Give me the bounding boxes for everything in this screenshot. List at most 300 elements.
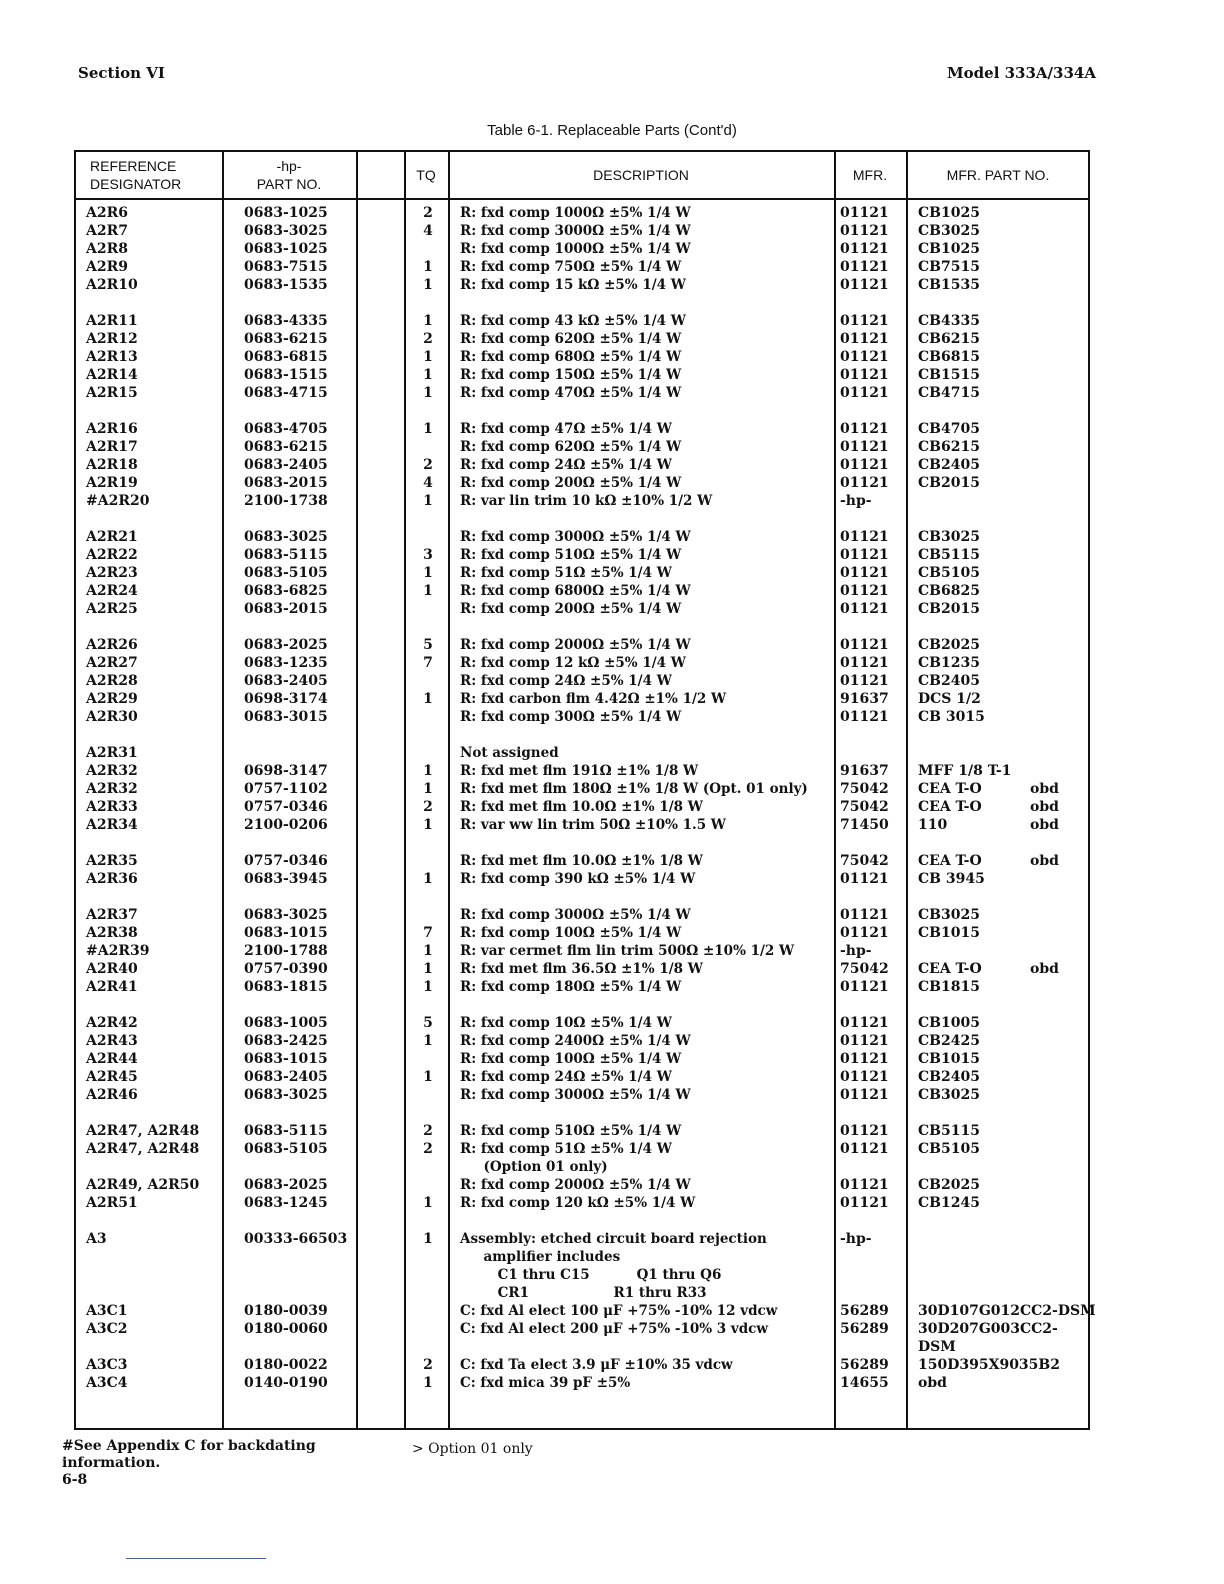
- cell-tq: 2: [423, 799, 433, 815]
- mfr-part-number: 30D207G003CC2-: [918, 1321, 1058, 1337]
- mfr-part-number: CB2015: [918, 601, 980, 617]
- cell-mfr: [834, 1248, 906, 1266]
- cell-mfr: 01121: [840, 583, 889, 599]
- cell-description: R: fxd met flm 36.5Ω ±1% 1/8 W: [460, 961, 703, 977]
- mfr-part-number: [918, 942, 1030, 960]
- cell-reference-designator: A2R7: [86, 223, 128, 239]
- model-label: Model 333A/334A: [947, 64, 1096, 82]
- cell-hp-part-no: 0683-5105: [244, 565, 328, 581]
- cell-reference-designator: [76, 1284, 224, 1302]
- cell-blank-column: [358, 852, 406, 870]
- cell-mfr-part-no: [906, 978, 1086, 996]
- cell-mfr-part-no: [906, 870, 1086, 888]
- cell-mfr: 01121: [840, 1177, 889, 1193]
- cell-mfr-part-no: [906, 582, 1086, 600]
- cell-hp-part-no: 2100-0206: [244, 817, 328, 833]
- cell-blank-column: [358, 744, 406, 762]
- cell-mfr-part-no: [906, 1194, 1086, 1212]
- cell-tq: 1: [423, 313, 433, 329]
- table-row: [76, 1284, 1088, 1302]
- cell-blank-column: [358, 798, 406, 816]
- cell-reference-designator: A2R40: [86, 961, 138, 977]
- cell-mfr: -hp-: [840, 1231, 872, 1247]
- cell-blank-column: [358, 474, 406, 492]
- mfr-part-number: CB4715: [918, 385, 980, 401]
- mfr-part-number: [918, 1266, 1030, 1284]
- cell-description: R: fxd comp 3000Ω ±5% 1/4 W: [460, 223, 691, 239]
- cell-tq: [406, 1284, 450, 1302]
- cell-mfr: 01121: [840, 277, 889, 293]
- page-number: 6-8: [62, 1472, 88, 1488]
- cell-mfr-part-no: [906, 654, 1086, 672]
- mfr-part-note: obd: [1030, 853, 1059, 869]
- cell-mfr: 01121: [840, 421, 889, 437]
- cell-reference-designator: A2R47, A2R48: [86, 1141, 200, 1157]
- mfr-part-number: obd: [918, 1375, 947, 1391]
- mfr-part-number: DCS 1/2: [918, 691, 981, 707]
- cell-mfr-part-no: [906, 528, 1086, 546]
- table-row: [76, 960, 1088, 978]
- table-row: [76, 816, 1088, 834]
- cell-blank-column: [358, 780, 406, 798]
- cell-hp-part-no: [224, 744, 358, 762]
- cell-blank-column: [358, 1176, 406, 1194]
- cell-hp-part-no: 0180-0022: [244, 1357, 328, 1373]
- cell-mfr: 71450: [840, 817, 889, 833]
- table-row: [76, 1086, 1088, 1104]
- mfr-part-note: obd: [1030, 799, 1059, 815]
- decorative-rule: [126, 1558, 266, 1559]
- cell-description: R: fxd comp 43 kΩ ±5% 1/4 W: [460, 313, 686, 329]
- cell-reference-designator: A2R13: [86, 349, 138, 365]
- table-row: [76, 564, 1088, 582]
- cell-tq: 3: [423, 547, 433, 563]
- mfr-part-number: CB1015: [918, 925, 980, 941]
- cell-description: Assembly: etched circuit board rejection: [460, 1231, 767, 1247]
- cell-blank-column: [358, 366, 406, 384]
- mfr-part-number: CB1815: [918, 979, 980, 995]
- cell-reference-designator: A2R21: [86, 529, 138, 545]
- cell-mfr: 01121: [840, 925, 889, 941]
- cell-mfr-part-no: [906, 420, 1086, 438]
- table-row: [76, 654, 1088, 672]
- cell-tq: [406, 708, 450, 726]
- cell-hp-part-no: 0683-2025: [244, 1177, 328, 1193]
- cell-hp-part-no: 0683-3025: [244, 907, 328, 923]
- cell-description: R: fxd met flm 10.0Ω ±1% 1/8 W: [460, 853, 703, 869]
- mfr-part-number: CB3025: [918, 907, 980, 923]
- cell-hp-part-no: 0683-2405: [244, 1069, 328, 1085]
- cell-mfr: 01121: [840, 331, 889, 347]
- table-row: [76, 546, 1088, 564]
- cell-mfr-part-no: [906, 474, 1086, 492]
- cell-blank-column: [358, 1068, 406, 1086]
- cell-mfr: 01121: [840, 547, 889, 563]
- cell-hp-part-no: 0683-4335: [244, 313, 328, 329]
- table-row: [76, 1014, 1088, 1032]
- cell-description: [450, 1338, 834, 1356]
- cell-blank-column: [358, 1266, 406, 1284]
- cell-mfr: 01121: [840, 349, 889, 365]
- cell-tq: 1: [423, 259, 433, 275]
- mfr-part-number: CB1025: [918, 205, 980, 221]
- cell-mfr: 01121: [840, 1015, 889, 1031]
- cell-description: R: fxd comp 1000Ω ±5% 1/4 W: [460, 205, 691, 221]
- cell-blank-column: [358, 906, 406, 924]
- cell-description: R: fxd comp 200Ω ±5% 1/4 W: [460, 475, 682, 491]
- cell-description: R: fxd comp 470Ω ±5% 1/4 W: [460, 385, 682, 401]
- table-row: [76, 438, 1088, 456]
- cell-reference-designator: A2R46: [86, 1087, 138, 1103]
- mfr-part-number: CB2015: [918, 475, 980, 491]
- mfr-part-number: CB1515: [918, 367, 980, 383]
- cell-mfr: 01121: [840, 601, 889, 617]
- cell-description: R: fxd comp 3000Ω ±5% 1/4 W: [460, 529, 691, 545]
- cell-description: R: var lin trim 10 kΩ ±10% 1/2 W: [460, 493, 713, 509]
- cell-mfr: 75042: [840, 853, 889, 869]
- table-row: [76, 1356, 1088, 1374]
- cell-mfr: 01121: [840, 223, 889, 239]
- cell-description: R: fxd comp 390 kΩ ±5% 1/4 W: [460, 871, 696, 887]
- cell-blank-column: [358, 420, 406, 438]
- cell-hp-part-no: 0180-0039: [244, 1303, 328, 1319]
- cell-hp-part-no: 0180-0060: [244, 1321, 328, 1337]
- cell-blank-column: [358, 240, 406, 258]
- cell-hp-part-no: 0683-1235: [244, 655, 328, 671]
- cell-hp-part-no: 0683-3945: [244, 871, 328, 887]
- cell-hp-part-no: [224, 1248, 358, 1266]
- cell-reference-designator: A2R10: [86, 277, 138, 293]
- cell-blank-column: [358, 924, 406, 942]
- mfr-part-number: CB3025: [918, 223, 980, 239]
- cell-hp-part-no: 0683-1815: [244, 979, 328, 995]
- cell-description: C: fxd Ta elect 3.9 μF ±10% 35 vdcw: [460, 1357, 733, 1373]
- mfr-part-number: CB2025: [918, 1177, 980, 1193]
- cell-description: R: fxd comp 51Ω ±5% 1/4 W: [460, 565, 672, 581]
- cell-mfr-part-no: [906, 1140, 1086, 1158]
- cell-blank-column: [358, 1194, 406, 1212]
- mfr-part-number: CB3025: [918, 1087, 980, 1103]
- cell-mfr: 01121: [840, 709, 889, 725]
- cell-hp-part-no: 0683-3025: [244, 1087, 328, 1103]
- cell-reference-designator: A2R45: [86, 1069, 138, 1085]
- mfr-part-number: CEA T-O: [918, 961, 982, 977]
- cell-reference-designator: A2R26: [86, 637, 138, 653]
- cell-description: R: fxd comp 620Ω ±5% 1/4 W: [460, 331, 682, 347]
- cell-blank-column: [358, 870, 406, 888]
- cell-mfr: 01121: [840, 673, 889, 689]
- cell-blank-column: [358, 708, 406, 726]
- table-row: [76, 780, 1088, 798]
- cell-description: R: fxd comp 3000Ω ±5% 1/4 W: [460, 907, 691, 923]
- cell-hp-part-no: 0757-0346: [244, 799, 328, 815]
- cell-mfr: [834, 1284, 906, 1302]
- mfr-part-number: [918, 1230, 1030, 1248]
- cell-mfr: 01121: [840, 565, 889, 581]
- cell-hp-part-no: 0683-2015: [244, 475, 328, 491]
- cell-hp-part-no: 0683-2425: [244, 1033, 328, 1049]
- cell-description: R: fxd comp 150Ω ±5% 1/4 W: [460, 367, 682, 383]
- table-row: [76, 492, 1088, 510]
- cell-mfr: 56289: [840, 1321, 889, 1337]
- cell-hp-part-no: 0698-3174: [244, 691, 328, 707]
- cell-tq: [406, 672, 450, 690]
- cell-mfr-part-no: [906, 708, 1086, 726]
- cell-reference-designator: [76, 1266, 224, 1284]
- mfr-part-note: obd: [1030, 781, 1059, 797]
- cell-hp-part-no: 0683-3025: [244, 529, 328, 545]
- cell-tq: 4: [423, 223, 433, 239]
- cell-hp-part-no: 0683-6815: [244, 349, 328, 365]
- mfr-part-number: 150D395X9035B2: [918, 1357, 1060, 1373]
- cell-tq: 1: [423, 763, 433, 779]
- cell-hp-part-no: 0683-5105: [244, 1141, 328, 1157]
- cell-tq: [406, 438, 450, 456]
- cell-blank-column: [358, 1140, 406, 1158]
- cell-hp-part-no: 0683-2405: [244, 457, 328, 473]
- cell-mfr-part-no: [906, 384, 1086, 402]
- header-mfr: MFR.: [852, 167, 888, 183]
- cell-description: R: fxd comp 2000Ω ±5% 1/4 W: [460, 637, 691, 653]
- cell-mfr-part-no: [906, 780, 1086, 798]
- table-row: [76, 798, 1088, 816]
- cell-blank-column: [358, 672, 406, 690]
- cell-mfr: 56289: [840, 1357, 889, 1373]
- cell-mfr: 01121: [840, 439, 889, 455]
- cell-blank-column: [358, 816, 406, 834]
- mfr-part-note: obd: [1030, 961, 1059, 977]
- cell-description: R: fxd comp 51Ω ±5% 1/4 W: [460, 1141, 672, 1157]
- cell-hp-part-no: 0683-1015: [244, 1051, 328, 1067]
- cell-reference-designator: A2R28: [86, 673, 138, 689]
- cell-description: C: fxd Al elect 200 μF +75% -10% 3 vdcw: [460, 1321, 768, 1337]
- cell-blank-column: [358, 348, 406, 366]
- cell-mfr-part-no: [906, 636, 1086, 654]
- cell-mfr: 75042: [840, 799, 889, 815]
- cell-tq: [406, 600, 450, 618]
- cell-description: amplifier includes: [460, 1249, 621, 1265]
- header-mfr-part-no: MFR. PART NO.: [946, 167, 1050, 183]
- cell-hp-part-no: 0683-6215: [244, 331, 328, 347]
- header-reference-designator: REFERENCE DESIGNATOR: [90, 158, 182, 192]
- cell-description: R: fxd comp 100Ω ±5% 1/4 W: [460, 925, 682, 941]
- cell-description: R: fxd met flm 191Ω ±1% 1/8 W: [460, 763, 699, 779]
- cell-hp-part-no: 0683-2025: [244, 637, 328, 653]
- mfr-part-number: CB4705: [918, 421, 980, 437]
- cell-mfr-part-no: [906, 942, 1086, 960]
- cell-hp-part-no: 0683-5115: [244, 547, 328, 563]
- table-row: [76, 240, 1088, 258]
- cell-mfr: 01121: [840, 205, 889, 221]
- cell-mfr: 01121: [840, 1141, 889, 1157]
- cell-tq: [406, 528, 450, 546]
- cell-tq: 5: [423, 637, 433, 653]
- cell-tq: 1: [423, 1375, 433, 1391]
- cell-blank-column: [358, 1122, 406, 1140]
- cell-hp-part-no: 0683-1245: [244, 1195, 328, 1211]
- cell-hp-part-no: [224, 1338, 358, 1356]
- table-row: [76, 582, 1088, 600]
- cell-hp-part-no: 0683-1025: [244, 241, 328, 257]
- cell-blank-column: [358, 960, 406, 978]
- cell-tq: [406, 1338, 450, 1356]
- cell-reference-designator: A2R17: [86, 439, 138, 455]
- cell-reference-designator: A2R34: [86, 817, 138, 833]
- footnote-option: > Option 01 only: [412, 1441, 533, 1457]
- cell-description: Not assigned: [460, 745, 559, 761]
- cell-mfr: 01121: [840, 385, 889, 401]
- cell-mfr: 01121: [840, 259, 889, 275]
- cell-description: R: fxd comp 680Ω ±5% 1/4 W: [460, 349, 682, 365]
- cell-tq: 1: [423, 961, 433, 977]
- table-row: [76, 276, 1088, 294]
- table-row: [76, 330, 1088, 348]
- header-divider: [76, 198, 1088, 200]
- cell-blank-column: [358, 528, 406, 546]
- cell-mfr: 01121: [840, 367, 889, 383]
- table-row: [76, 744, 1088, 762]
- cell-tq: [406, 1248, 450, 1266]
- mfr-part-number: CB1015: [918, 1051, 980, 1067]
- cell-tq: 1: [423, 277, 433, 293]
- cell-tq: 1: [423, 421, 433, 437]
- cell-mfr-part-no: [906, 744, 1086, 762]
- cell-reference-designator: A2R35: [86, 853, 138, 869]
- cell-hp-part-no: 0683-4715: [244, 385, 328, 401]
- cell-mfr: 01121: [840, 1033, 889, 1049]
- cell-hp-part-no: 0683-1015: [244, 925, 328, 941]
- header-tq: TQ: [416, 167, 436, 183]
- cell-mfr-part-no: [906, 852, 1086, 870]
- cell-description: R: fxd comp 750Ω ±5% 1/4 W: [460, 259, 682, 275]
- cell-tq: 1: [423, 1033, 433, 1049]
- cell-tq: 7: [423, 655, 433, 671]
- cell-description: C: fxd mica 39 pF ±5%: [460, 1375, 631, 1391]
- cell-reference-designator: A2R6: [86, 205, 128, 221]
- mfr-part-number: [918, 1284, 1030, 1302]
- cell-tq: 1: [423, 871, 433, 887]
- cell-mfr-part-no: [906, 1122, 1086, 1140]
- cell-tq: [406, 852, 450, 870]
- cell-mfr-part-no: [906, 600, 1086, 618]
- cell-mfr: 01121: [840, 475, 889, 491]
- cell-reference-designator: A2R24: [86, 583, 138, 599]
- cell-description: R: fxd comp 24Ω ±5% 1/4 W: [460, 673, 672, 689]
- cell-reference-designator: A2R36: [86, 871, 138, 887]
- cell-blank-column: [358, 1338, 406, 1356]
- cell-blank-column: [358, 258, 406, 276]
- cell-mfr-part-no: [906, 1014, 1086, 1032]
- cell-tq: 5: [423, 1015, 433, 1031]
- cell-tq: [406, 1320, 450, 1338]
- cell-description: R: fxd comp 24Ω ±5% 1/4 W: [460, 457, 672, 473]
- cell-mfr-part-no: [906, 366, 1086, 384]
- cell-mfr: 01121: [840, 529, 889, 545]
- cell-tq: 1: [423, 493, 433, 509]
- table-row: [76, 1230, 1088, 1248]
- mfr-part-number: CB2405: [918, 673, 980, 689]
- table-row: [76, 1158, 1088, 1176]
- cell-blank-column: [358, 978, 406, 996]
- cell-description: C: fxd Al elect 100 μF +75% -10% 12 vdcw: [460, 1303, 778, 1319]
- cell-hp-part-no: 0683-1005: [244, 1015, 328, 1031]
- mfr-part-number: CB7515: [918, 259, 980, 275]
- table-row: [76, 762, 1088, 780]
- cell-description: R: fxd carbon flm 4.42Ω ±1% 1/2 W: [460, 691, 727, 707]
- table-row: [76, 906, 1088, 924]
- mfr-part-number: CB 3945: [918, 871, 985, 887]
- cell-hp-part-no: 0683-7515: [244, 259, 328, 275]
- cell-reference-designator: A2R12: [86, 331, 138, 347]
- mfr-part-number: CB6825: [918, 583, 980, 599]
- table-row: [76, 978, 1088, 996]
- mfr-part-number: CB3025: [918, 529, 980, 545]
- table-row: [76, 204, 1088, 222]
- cell-tq: 2: [423, 1123, 433, 1139]
- table-row: [76, 1068, 1088, 1086]
- cell-mfr: 56289: [840, 1303, 889, 1319]
- cell-mfr-part-no: [906, 330, 1086, 348]
- cell-hp-part-no: 00333-66503: [244, 1231, 348, 1247]
- cell-hp-part-no: 0683-4705: [244, 421, 328, 437]
- cell-mfr-part-no: [906, 762, 1086, 780]
- cell-reference-designator: A2R16: [86, 421, 138, 437]
- cell-hp-part-no: 0698-3147: [244, 763, 328, 779]
- cell-hp-part-no: 0683-3025: [244, 223, 328, 239]
- cell-reference-designator: A2R22: [86, 547, 138, 563]
- cell-description: CR1 R1 thru R33: [460, 1285, 707, 1301]
- cell-blank-column: [358, 1158, 406, 1176]
- cell-description: R: fxd comp 47Ω ±5% 1/4 W: [460, 421, 672, 437]
- cell-reference-designator: [76, 1248, 224, 1266]
- cell-hp-part-no: 0757-0390: [244, 961, 328, 977]
- cell-blank-column: [358, 384, 406, 402]
- cell-hp-part-no: [224, 1266, 358, 1284]
- cell-mfr-part-no: [906, 798, 1086, 816]
- table-row: [76, 456, 1088, 474]
- cell-mfr: 01121: [840, 1087, 889, 1103]
- cell-tq: 1: [423, 385, 433, 401]
- cell-hp-part-no: 0683-6825: [244, 583, 328, 599]
- cell-blank-column: [358, 1032, 406, 1050]
- cell-mfr: 01121: [840, 871, 889, 887]
- cell-mfr-part-no: [906, 564, 1086, 582]
- cell-reference-designator: A2R32: [86, 781, 138, 797]
- cell-reference-designator: A2R9: [86, 259, 128, 275]
- cell-mfr-part-no: [906, 276, 1086, 294]
- cell-mfr-part-no: [906, 1032, 1086, 1050]
- cell-blank-column: [358, 600, 406, 618]
- cell-reference-designator: A2R29: [86, 691, 138, 707]
- cell-mfr: [834, 744, 906, 762]
- cell-tq: 1: [423, 691, 433, 707]
- cell-reference-designator: A2R27: [86, 655, 138, 671]
- cell-mfr-part-no: [906, 1338, 1086, 1356]
- mfr-part-number: CB2405: [918, 457, 980, 473]
- cell-hp-part-no: 0140-0190: [244, 1375, 328, 1391]
- cell-description: R: fxd comp 2400Ω ±5% 1/4 W: [460, 1033, 691, 1049]
- cell-blank-column: [358, 1356, 406, 1374]
- cell-mfr-part-no: [906, 222, 1086, 240]
- cell-mfr-part-no: [906, 1230, 1086, 1248]
- cell-reference-designator: A2R37: [86, 907, 138, 923]
- cell-mfr: 01121: [840, 907, 889, 923]
- cell-mfr: 01121: [840, 1051, 889, 1067]
- cell-tq: 1: [423, 565, 433, 581]
- cell-tq: 2: [423, 1357, 433, 1373]
- mfr-part-number: [918, 1248, 1030, 1266]
- cell-description: R: fxd comp 15 kΩ ±5% 1/4 W: [460, 277, 686, 293]
